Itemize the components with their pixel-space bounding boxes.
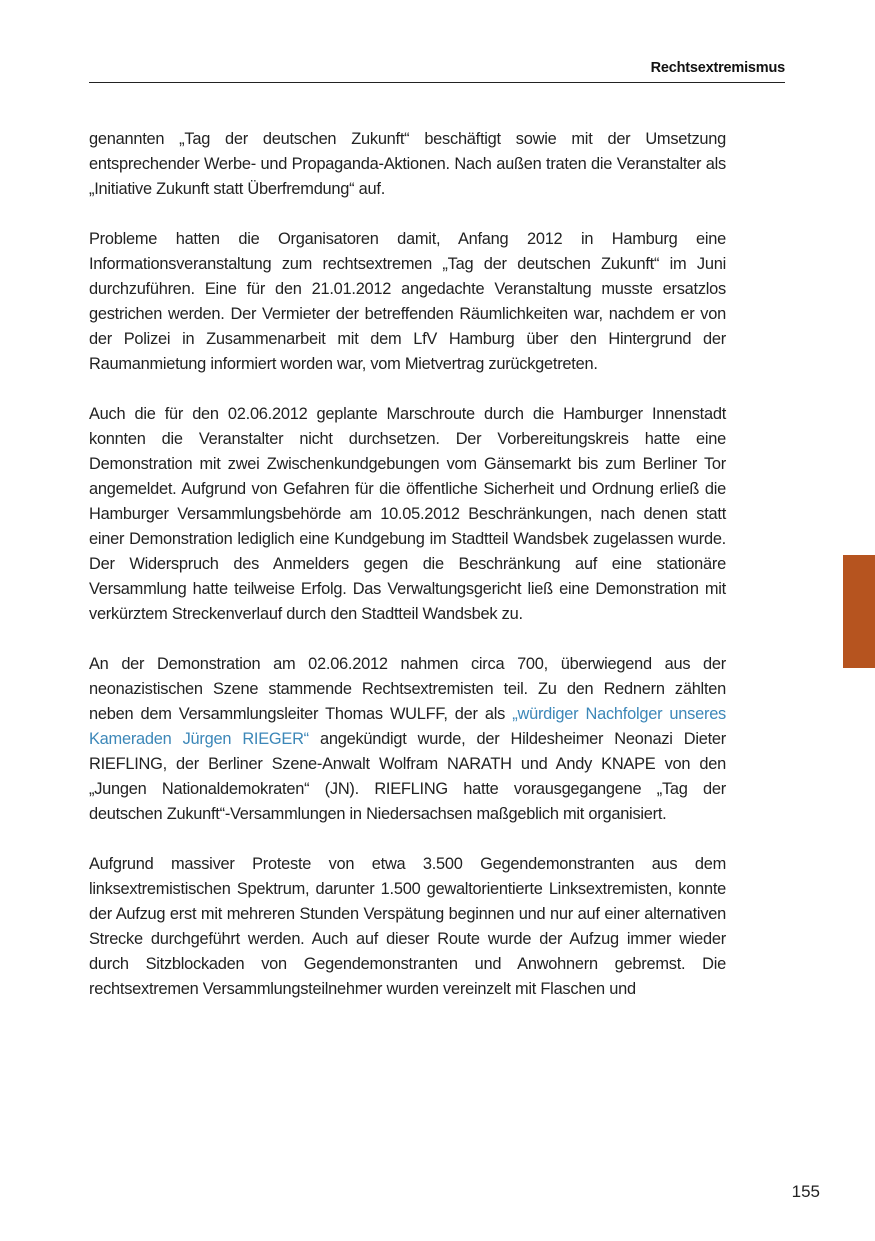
paragraph-5: Aufgrund massiver Proteste von etwa 3.500 Gegendemonstranten aus dem linksextremistischen Spektrum, darunter 1.500 gewaltorientierte Linksextremisten, konnte der Aufzug erst mit mehreren Stunden Verspätung beginnen und nur auf einer alternativen Strecke durchgeführt werden. Auch auf dieser Route wurde der Aufzug immer wieder durch Sitzblockaden von Gegendemonstranten und Anwohnern gebremst. Die rechtsextremen Versammlungsteilnehmer wurden vereinzelt mit Flaschen und [89, 855, 726, 998]
paragraph-4-text-before: An der Demonstration am 02.06.2012 nahmen circa 700, überwiegend aus der neonazistischen Szene stammende Rechtsextremisten teil. Zu den Rednern zählten neben dem Versammlungsleiter Thomas WULFF, der als [89, 655, 726, 723]
running-head: Rechtsextremismus [650, 60, 785, 76]
highlighted-quote: „würdiger Nachfolger unseres Kameraden Jürgen RIEGER“ [89, 705, 726, 748]
paragraph-3: Auch die für den 02.06.2012 geplante Marschroute durch die Hamburger Innenstadt konnten die Veranstalter nicht durchsetzen. Der Vorbereitungskreis hatte eine Demonstration mit zwei Zwischenkundgebungen vom Gänsemarkt bis zum Berliner Tor angemeldet. Aufgrund von Gefahren für die öffentliche Sicherheit und Ordnung erließ die Hamburger Versammlungsbehörde am 10.05.2012 Beschränkungen, nach denen statt einer Demonstration lediglich eine Kundgebung im Stadtteil Wandsbek zugelassen wurde. Der Widerspruch des Anmelders gegen die Beschränkung auf eine stationäre Versammlung hatte teilweise Erfolg. Das Verwaltungsgericht ließ eine Demonstration mit verkürztem Streckenverlauf durch den Stadtteil Wandsbek zu. [89, 405, 726, 623]
paragraph-1: genannten „Tag der deutschen Zukunft“ beschäftigt sowie mit der Umsetzung entsprechender Werbe- und Propaganda-Aktionen. Nach außen traten die Veranstalter als „Initiative Zukunft statt Überfremdung“ auf. [89, 130, 726, 198]
paragraph-4-text-after: angekündigt wurde, der Hildesheimer Neonazi Dieter RIEFLING, der Berliner Szene-Anwalt Wolfram NARATH und Andy KNAPE von den „Jungen Nationaldemokraten“ (JN). RIEFLING hatte vorausgegangene „Tag der deutschen Zukunft“-Versammlungen in Niedersachsen maßgeblich mit organisiert. [89, 730, 727, 823]
page-number: 155 [791, 1182, 820, 1201]
body-text [89, 127, 726, 1027]
header-rule [89, 82, 785, 83]
chapter-thumb-tab [843, 555, 875, 668]
paragraph-4 [89, 652, 726, 827]
paragraph-2: Probleme hatten die Organisatoren damit, Anfang 2012 in Hamburg eine Informationsveranstaltung zum rechtsextremen „Tag der deutschen Zukunft“ im Juni durchzuführen. Eine für den 21.01.2012 angedachte Veranstaltung musste ersatzlos gestrichen werden. Der Vermieter der betreffenden Räumlichkeiten war, nachdem er von der Polizei in Zusammenarbeit mit dem LfV Hamburg über den Hintergrund der Raumanmietung informiert worden war, vom Mietvertrag zurückgetreten. [89, 230, 726, 373]
